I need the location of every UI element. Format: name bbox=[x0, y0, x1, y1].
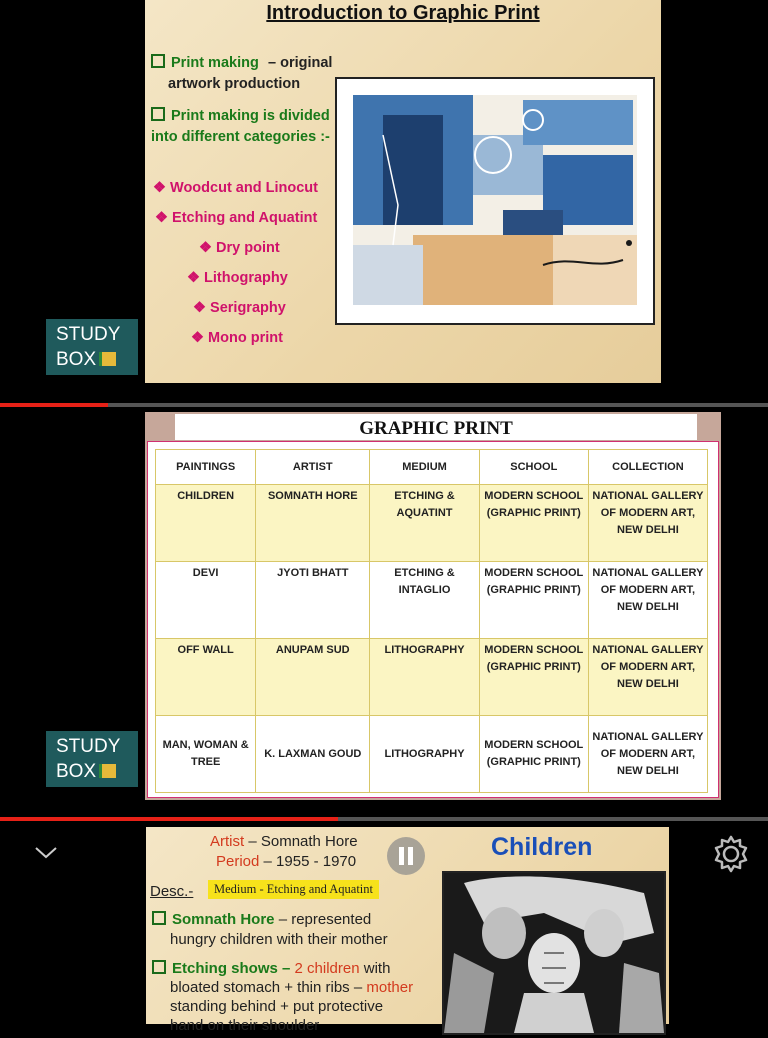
table-cell: NATIONAL GALLERY OF MODERN ART, NEW DELHI bbox=[588, 485, 707, 562]
period-value: – 1955 - 1970 bbox=[263, 853, 357, 870]
category-item: ❖ Serigraphy bbox=[193, 300, 286, 316]
table-row bbox=[156, 639, 708, 716]
table-cell: OFF WALL bbox=[156, 639, 256, 716]
period-label: Period bbox=[216, 853, 260, 870]
slide-title: Introduction to Graphic Print bbox=[266, 2, 540, 24]
bullet-categories: Print making is divided into different categories :- bbox=[151, 108, 330, 145]
video-progress-bar[interactable] bbox=[0, 403, 768, 407]
settings-gear-icon[interactable] bbox=[711, 834, 751, 874]
study-box-logo: STUDY BOX bbox=[46, 319, 138, 375]
table-row bbox=[156, 485, 708, 562]
table-row bbox=[156, 562, 708, 639]
table-cell: CHILDREN bbox=[156, 485, 256, 562]
table-cell: LITHOGRAPHY bbox=[370, 716, 480, 793]
table-row bbox=[156, 716, 708, 793]
table-cell: JYOTI BHATT bbox=[256, 562, 370, 639]
study-box-logo: STUDY BOX bbox=[46, 731, 138, 787]
category-item: ❖ Etching and Aquatint bbox=[155, 210, 318, 226]
artist-value: – Somnath Hore bbox=[248, 833, 358, 850]
table-cell: ETCHING & AQUATINT bbox=[370, 485, 480, 562]
header-cell: COLLECTION bbox=[588, 450, 707, 485]
table-cell: DEVI bbox=[156, 562, 256, 639]
table-cell: NATIONAL GALLERY OF MODERN ART, NEW DELHI bbox=[588, 639, 707, 716]
category-item: ❖ Mono print bbox=[191, 330, 283, 346]
table-header-row bbox=[156, 450, 708, 485]
header-cell: MEDIUM bbox=[370, 450, 480, 485]
bullet-print-making: Print making bbox=[151, 53, 259, 74]
painting-title: Children bbox=[491, 833, 593, 861]
table-title: GRAPHIC PRINT bbox=[175, 414, 697, 440]
table-cell: NATIONAL GALLERY OF MODERN ART, NEW DELHI bbox=[588, 716, 707, 793]
category-item: ❖ Lithography bbox=[187, 270, 288, 286]
medium-highlight: Medium - Etching and Aquatint bbox=[208, 880, 379, 899]
header-cell: PAINTINGS bbox=[156, 450, 256, 485]
table-cell: ANUPAM SUD bbox=[256, 639, 370, 716]
checkbox-bullet-icon bbox=[152, 960, 166, 974]
table-cell: MODERN SCHOOL (GRAPHIC PRINT) bbox=[479, 562, 588, 639]
header-cell: ARTIST bbox=[256, 450, 370, 485]
children-etching-image bbox=[442, 871, 666, 1035]
desc-label: Desc.- bbox=[150, 883, 194, 900]
checkbox-bullet-icon bbox=[151, 54, 165, 68]
progress-fill bbox=[0, 817, 338, 821]
slide-children: Artist – Somnath Hore Period – 1955 - 1970 Children Desc.- Medium - Etching and Aquatint Somnath Hore – represented hungry children with their mother Etching shows – 2 children with bloated stomach + thin ribs – mother standing behind + put protective hand on their shoulder bbox=[146, 827, 669, 1024]
chevron-down-icon[interactable] bbox=[34, 845, 58, 861]
category-item: ❖ Dry point bbox=[199, 240, 280, 256]
table-cell: MODERN SCHOOL (GRAPHIC PRINT) bbox=[479, 485, 588, 562]
bullet-print-making-desc: – original artwork production bbox=[168, 55, 333, 92]
artwork-frame bbox=[335, 77, 655, 325]
abstract-print-image bbox=[353, 95, 637, 305]
graphic-print-table bbox=[155, 449, 708, 793]
book-icon bbox=[99, 352, 116, 366]
pause-icon[interactable] bbox=[386, 836, 426, 876]
table-cell: K. LAXMAN GOUD bbox=[256, 716, 370, 793]
slide-intro bbox=[145, 0, 661, 383]
slide-graphic-print-table bbox=[145, 412, 721, 800]
category-item: ❖ Woodcut and Linocut bbox=[153, 180, 318, 196]
table-cell: MAN, WOMAN & TREE bbox=[156, 716, 256, 793]
video-panel-1[interactable] bbox=[0, 0, 768, 403]
table-cell: MODERN SCHOOL (GRAPHIC PRINT) bbox=[479, 716, 588, 793]
artist-label: Artist bbox=[210, 833, 245, 850]
video-progress-bar[interactable] bbox=[0, 817, 768, 821]
progress-fill bbox=[0, 403, 108, 407]
table-cell: LITHOGRAPHY bbox=[370, 639, 480, 716]
table-cell: SOMNATH HORE bbox=[256, 485, 370, 562]
checkbox-bullet-icon bbox=[152, 911, 166, 925]
table-cell: MODERN SCHOOL (GRAPHIC PRINT) bbox=[479, 639, 588, 716]
table-cell: NATIONAL GALLERY OF MODERN ART, NEW DELHI bbox=[588, 562, 707, 639]
checkbox-bullet-icon bbox=[151, 107, 165, 121]
book-icon bbox=[99, 764, 116, 778]
table-container bbox=[147, 441, 719, 798]
table-cell: ETCHING & INTAGLIO bbox=[370, 562, 480, 639]
header-cell: SCHOOL bbox=[479, 450, 588, 485]
